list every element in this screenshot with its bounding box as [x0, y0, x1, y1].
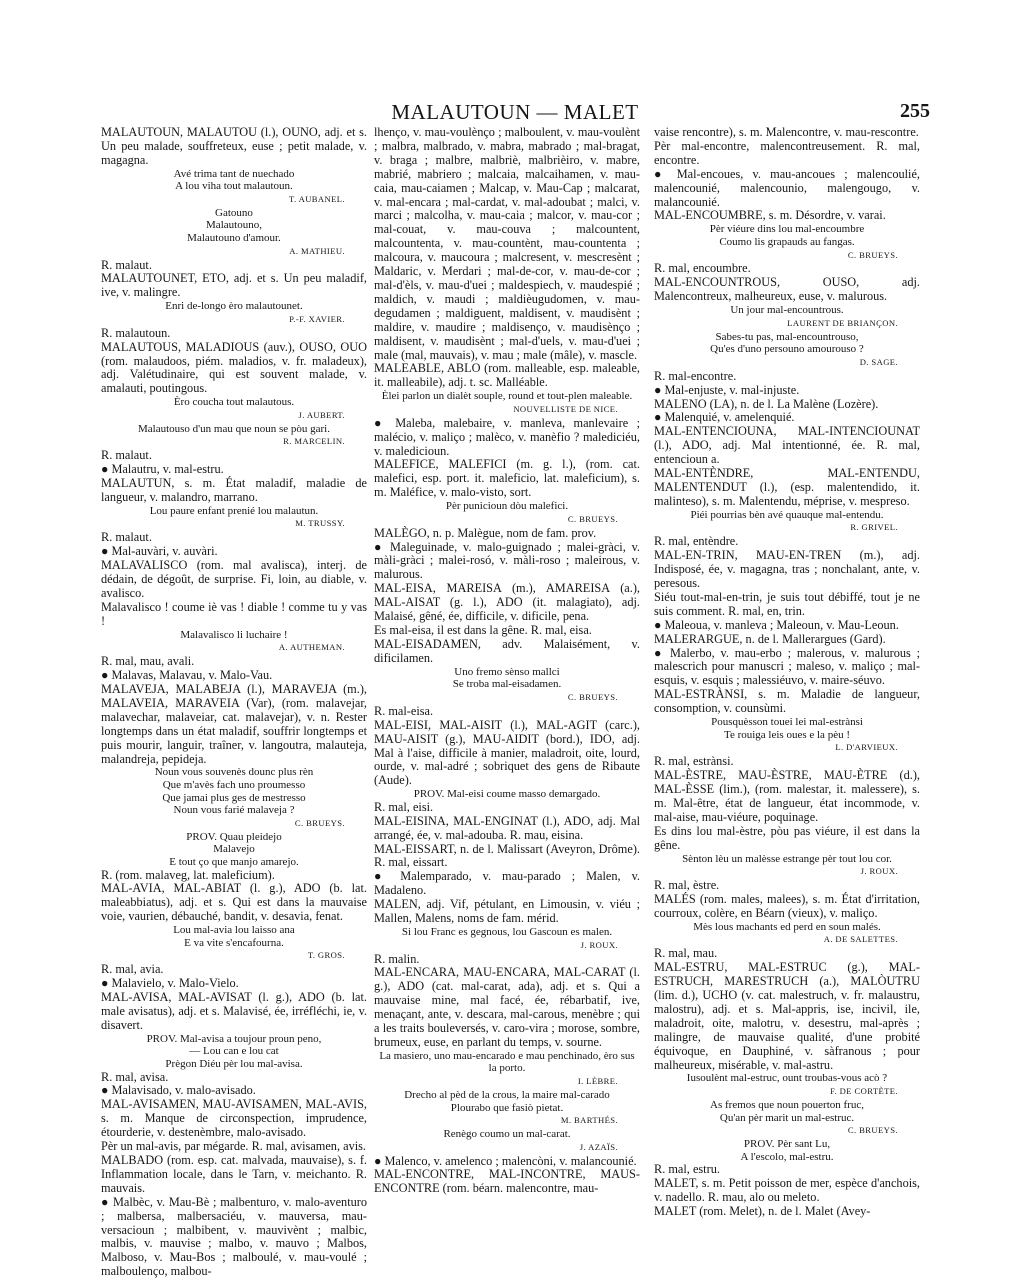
dictionary-entry: MALÈGO, n. p. Malègue, nom de fam. prov. — [374, 525, 597, 540]
citation-author: NOUVELLISTE DE NICE. — [513, 403, 618, 414]
quotation-line: Noun vous souvenès dounc plus rèn — [154, 766, 314, 779]
dictionary-entry: R. mal, estru. — [654, 1162, 720, 1177]
quotation-line: Iusoulènt mal-estruc, ount troubas-vous acò ? — [686, 1072, 888, 1085]
dictionary-entry: vaise rencontre), s. m. Malencontre, v. mau-rescontre. — [654, 125, 919, 139]
dictionary-entry: MAL-ENCARA, MAU-ENCARA, MAL-CARAT (l. g.), ADO (cat. mal-carat, ada), adj. et s. Qui a mauvaise mine, mal facé, ée, rébarbatif, ive, menaçant, ante, v. descara, mal-carous, menèbre ; qui a les traits bouleversés, v. caro-vira ; morose, sombre, brumeux, euse, en parlant du temps, v. sourne. — [374, 965, 640, 1049]
citation-author: F. DE CORTÈTE. — [830, 1086, 898, 1096]
dictionary-entry: MALERARGUE, n. de l. Mallerargues (Gard). — [654, 631, 886, 646]
dictionary-entry: MAL-ÈSTRE, MAU-ÈSTRE, MAU-ÈTRE (d.), MAL-ÈSSE (lim.), (rom. malestar, it. malessere), s. m. Mal-être, état de langueur, état incommode, v. mal-aise, mau-viéure, poquinage. — [654, 768, 920, 824]
dictionary-entry: R. mal, eisi. — [374, 799, 434, 814]
quotation-line: Renègo coumo un mal-carat. — [443, 1128, 571, 1141]
dictionary-entry: ● Malerbo, v. mau-erbo ; malerous, v. malurous ; malescrich pour manuscri ; maleso, v. maliço ; mal-esquis, v. esquis ; malessiéuvo, v. maire-séuvo. — [654, 645, 920, 688]
citation-author: A. DE SALETTES. — [823, 934, 898, 945]
citation-author: C. BRUEYS. — [294, 817, 345, 828]
dictionary-entry: MALEN, adj. Vif, pétulant, en Limousin, v. viéu ; Mallen, Malens, noms de fam. mérid. — [374, 897, 640, 926]
dictionary-entry: Pèr un mal-avis, par mégarde. R. mal, avisamen, avis. — [101, 1139, 366, 1154]
quotation-line: Qu'an pèr marit un mal-estruc. — [719, 1111, 855, 1124]
quotation-line: A lou viha tout malautoun. — [175, 180, 293, 193]
citation-author: T. AUBANEL. — [288, 193, 345, 204]
citation-author: R. GRIVEL. — [850, 522, 898, 533]
citation-author: P.-F. XAVIER. — [289, 313, 345, 324]
quotation-line: Que jamai plus ges de mestresso — [162, 791, 306, 804]
citation-author: M. BARTHÉS. — [560, 1115, 618, 1126]
dictionary-entry: R. mal, avia. — [101, 962, 164, 977]
quotation-line: E va vite s'encafourna. — [184, 936, 284, 949]
quotation-line: Pèr punicioun dòu malefici. — [445, 500, 569, 513]
dictionary-entry: ● Maleba, malebaire, v. manleva, manlevaire ; malécio, v. maliço ; malèco, v. manèfio ? malediciéu, v. maledicioun. — [374, 415, 640, 458]
dictionary-entry: Pèr mal-encontre, malencontreusement. R. mal, encontre. — [654, 138, 920, 167]
quotation-line: As fremos que noun pouerton fruc, — [710, 1098, 864, 1111]
quotation-line: La masiero, uno mau-encarado e mau penchinado, èro sus la porto. — [379, 1049, 635, 1075]
quotation-line: Noun vous farié malaveja ? — [173, 804, 295, 817]
dictionary-entry: Malavalisco ! coume iè vas ! diable ! comme tu y vas ! — [101, 599, 367, 628]
quotation-line: — Lou can e lou cat — [189, 1045, 279, 1058]
quotation-line: Piéi pourrias bèn avé quauque mal-entendu. — [690, 508, 884, 521]
quotation-line: Malautouso d'un mau que noun se pòu gari. — [137, 422, 330, 435]
dictionary-entry: MALET, s. m. Petit poisson de mer, espèce d'anchois, v. nadello. R. mau, alo ou meleto. — [654, 1176, 920, 1204]
quotation-line: Gatouno — [215, 206, 253, 219]
dictionary-entry: MALAUTUN, s. m. État maladif, maladie de langueur, v. malandro, marrano. — [101, 476, 367, 504]
citation-author: R. MARCELIN. — [283, 436, 345, 447]
running-title: MALAUTOUN — MALET — [391, 100, 639, 124]
page-number: 255 — [900, 100, 930, 122]
quotation-line: PROV. Mal-eisi coume masso demargado. — [413, 788, 601, 801]
dictionary-entry: MALEABLE, ABLO (rom. malleable, esp. maleable, it. malleabile), adj. t. sc. Malléable. — [374, 361, 640, 390]
citation-author: L. D'ARVIEUX. — [835, 742, 898, 753]
quotation-line: Malautouno, — [206, 219, 262, 232]
dictionary-entry: Es mal-eisa, il est dans la gêne. R. mal, eisa. — [374, 623, 592, 637]
dictionary-entry: R. mal-eisa. — [374, 703, 434, 718]
dictionary-entry: MALÉS (rom. males, malees), s. m. État d'irritation, courroux, colère, en Béarn (vieux), v. maliço. — [654, 891, 920, 920]
quotation-line: Pousquèsson touei lei mal-estrànsi — [711, 716, 863, 729]
dictionary-entry: R. mal, èstre. — [654, 878, 720, 893]
dictionary-entry: MALAUTOUN, MALAUTOU (l.), OUNO, adj. et s. Un peu malade, souffreteux, euse ; petit malade, v. magagna. — [101, 125, 367, 167]
quotation-line: Se troba mal-eisadamen. — [452, 678, 562, 691]
dictionary-entry: ● Maleguinade, v. malo-guignado ; malei-gràci, v. màli-gràci ; malei-rosó, v. màli-roso ; maleirous, v. malurous. — [374, 539, 640, 582]
quotation-line: Que m'avès fach uno proumesso — [162, 779, 306, 792]
citation-author: I. LÈBRE. — [577, 1076, 618, 1087]
citation-author: A. MATHIEU. — [289, 245, 345, 256]
dictionary-entry: MAL-ENCOUMBRE, s. m. Désordre, v. varai. — [654, 208, 886, 223]
dictionary-entry: ● Maleoua, v. manleva ; Maleoun, v. Mau-Leoun. — [654, 617, 899, 632]
dictionary-entry: Es dins lou mal-èstre, pòu pas viéure, il est dans la gêne. — [654, 823, 920, 852]
citation-author: J. AZAÏS. — [579, 1141, 618, 1152]
dictionary-entry: R. mal, encoumbre. — [654, 261, 751, 276]
dictionary-entry: R. malaut. — [101, 530, 152, 545]
citation-author: LAURENT DE BRIANÇON. — [787, 317, 898, 328]
dictionary-entry: MALAUTOUS, MALADIOUS (auv.), OUSO, OUO (rom. malaudoos, piém. maladios, v. fr. maladeux), adj. Valétudinaire, qui est souvent malade, v. amalauti, poutingous. — [101, 339, 367, 396]
dictionary-entry: MAL-EISA, MAREISA (m.), AMAREISA (a.), MAL-AISAT (g. l.), ADO (it. malagiato), adj. Malaisé, gêné, ée, difficile, v. dificile, pena. — [374, 581, 640, 624]
dictionary-entry: R. mal, entèndre. — [654, 534, 739, 549]
quotation-line: Prègon Diéu pèr lou mal-avisa. — [165, 1057, 303, 1070]
dictionary-entry: MAL-EISINA, MAL-ENGINAT (l.), ADO, adj. Mal arrangé, ée, v. mal-adouba. R. mau, eisina. — [374, 813, 640, 842]
dictionary-entry: ● Malbèc, v. Mau-Bè ; malbenturo, v. malo-aventuro ; malbersa, malbersaciéu, v. mauversa, mau-versacioun ; malbibent, v. mauvivènt ; malbic, malbis, v. mauvise ; malbo, v. mauvo ; Malbos, Malboso, v. Mau-Bos ; malboulé, v. mau-voulé ; malboulenço, malbou- — [101, 1194, 367, 1279]
dictionary-entry: R. (rom. malaveg, lat. maleficium). — [101, 867, 275, 882]
quotation-line: Un jour mal-encountrous. — [730, 304, 844, 317]
dictionary-entry: MAL-AVISAMEN, MAU-AVISAMEN, MAL-AVIS, s. m. Manque de circonspection, imprudence, étourderie, v. destenèmbre, malo-avisado. — [101, 1097, 367, 1140]
dictionary-entry: MALAVEJA, MALABEJA (l.), MARAVEJA (m.), MALAVEIA, MARAVEIA (Var), (rom. malavejar, malavechar, malaveiar, cat. malavejar), v. n. Rester longtemps dans un état maladif, souffrir longtemps et puis mourir, languir, traîner, v. langoutra, malauteja, malandreja, pepideja. — [101, 682, 367, 766]
column-middle — [374, 126, 640, 1266]
dictionary-entry: R. mal, estrànsi. — [654, 754, 734, 769]
dictionary-entry: MALET (rom. Melet), n. de l. Malet (Avey- — [654, 1203, 871, 1218]
citation-author: D. SAGE. — [859, 356, 898, 367]
citation-author: C. BRUEYS. — [847, 1125, 898, 1136]
citation-author: C. BRUEYS. — [847, 249, 898, 260]
quotation-line: PROV. Pèr sant Lu, — [743, 1138, 831, 1150]
dictionary-entry: lhenço, v. mau-voulènço ; malboulent, v. mau-voulènt ; malbra, malbrado, v. mabra, mabrado ; mal-bragat, v. braga ; malbre, malbriè, malbrièiro, v. mabre, mabrié, mabriero ; malcaia, malcaihamen, v. mau-caia, mau-caiamen ; Malcap, v. Mau-Cap ; malcarat, v. mal-encara ; mal-cardat, v. mal-adoubat ; malci, v. marci ; malcolha, v. mau-caia ; malcor, v. mau-cor ; mal-couat, v. mau-couva ; malcountent, malcountenta, v. mau-countènt, mau-countenta ; malcoura, v. maucoura ; malcresent, v. mescresènt ; Maldaric, v. Merdari ; mal-de-cor, v. mau-de-cor ; mal-d'èls, v. mau-d'uei ; maldespiech, v. maudespié ; maldich, v. maudi ; maldièugudomen, v. mau-degudamen ; maldiguent, maldisent, v. maudisènt ; maldire, v. maudire ; maldisenço, v. maudisènço ; maldisent, v. maudisènt ; mal-d'uels, v. mau-d'uei ; male (mal, mauvais), v. mau ; male (mâle), v. mascle. — [374, 125, 640, 362]
dictionary-entry: R. malautoun. — [101, 325, 171, 340]
quotation-line: Plourabo que fasiò pietat. — [450, 1101, 564, 1114]
page-header — [100, 100, 930, 124]
quotation-line: Te rouiga leis oues e la pèu ! — [724, 728, 850, 741]
quotation-line: Qu'es d'uno persouno amourouso ? — [710, 343, 864, 356]
dictionary-entry: MAL-ESTRÀNSI, s. m. Maladie de langueur, consomption, v. counsùmi. — [654, 687, 920, 716]
quotation-line: Sènton lèu un malèsse estrange pèr tout lou cor. — [682, 852, 892, 865]
dictionary-entry: ● Malenquié, v. amelenquié. — [654, 410, 795, 425]
dictionary-entry: ● Malavisado, v. malo-avisado. — [101, 1083, 256, 1098]
dictionary-entry: Siéu tout-mal-en-trin, je suis tout débiffé, tout je ne suis comment. R. mal, en, trin. — [654, 589, 920, 618]
dictionary-entry: R. mal, avisa. — [101, 1069, 169, 1084]
citation-author: T. GROS. — [307, 950, 345, 961]
quotation-line: Lou mal-avia lou laisso ana — [173, 924, 295, 937]
dictionary-entry: ● Malenco, v. amelenco ; malencòni, v. malancounié. — [374, 1153, 637, 1168]
citation-author: A. AUTHEMAN. — [278, 642, 345, 653]
quotation-line: Èro coucha tout malautous. — [173, 396, 295, 409]
quotation-line: Pèr viéure dins lou mal-encoumbre — [709, 223, 865, 236]
quotation-line: E tout ço que manjo amarejo. — [169, 855, 299, 868]
quotation-line: Uno fremo sènso mallci — [454, 665, 560, 678]
quotation-line: Malavalisco li luchaire ! — [180, 628, 288, 641]
dictionary-entry: MAL-AVIA, MAL-ABIAT (l. g.), ADO (b. lat. maleabbiatus), adj. et s. Qui est dans la mauvaise voie, vaurien, débauché, bandit, v. desavia, fenat. — [101, 881, 367, 924]
dictionary-entry: ● Malautru, v. mal-estru. — [101, 462, 224, 477]
dictionary-entry: R. mal-encontre. — [654, 368, 737, 383]
quotation-line: Lou paure enfant prenié lou malautun. — [149, 504, 319, 517]
quotation-line: Avé trima tant de nuechado — [173, 167, 295, 180]
dictionary-entry: R. malin. — [374, 951, 420, 966]
quotation-line: Sabes-tu pas, mal-encountrouso, — [715, 330, 859, 343]
dictionary-entry: MALEFICE, MALEFICI (m. g. l.), (rom. cat. malefici, esp. port. it. maleficio, lat. maleficium), s. m. Maléfice, v. malo-visto, sort. — [374, 457, 640, 500]
quotation-line: Èlei parlon un dialèt souple, round et tout-plen maleable. — [381, 390, 633, 403]
dictionary-entry: MALAVALISCO (rom. mal avalisca), interj. de dédain, de dégoût, de surprise. Fi, loin, au diable, v. avalisco. — [101, 558, 367, 600]
citation-author: M. TRUSSY. — [295, 518, 345, 529]
dictionary-entry: ● Mal-enjuste, v. mal-injuste. — [654, 382, 800, 397]
dictionary-entry: MAL-ENCONTRE, MAL-INCONTRE, MAUS-ENCONTRE (rom. béarn. malencontre, mau- — [374, 1167, 640, 1196]
dictionary-entry: MAL-ESTRU, MAL-ESTRUC (g.), MAL-ESTRUCH, MARESTRUCH (a.), MALÒUTRU (lim. d.), UCHO (v. cat. malestruch, v. fr. malaustru, malostru), adj. et s. Mal-appris, ise, incivil, ile, maladroit, oite, malotru, v. desestru, mal-après ; malingre, de mauvaise qualité, d'une probité équivoque, en Dauphiné, v. sàfranous ; pour malheureux, misérable, v. mal-astru. — [654, 960, 920, 1072]
quotation-line: A l'escolo, mal-estru. — [740, 1150, 834, 1163]
dictionary-entry: MALAUTOUNET, ETO, adj. et s. Un peu maladif, ive, v. malingre. — [101, 271, 367, 300]
quotation-line: Mès lous machants ed perd en soun malés. — [693, 920, 881, 933]
citation-author: J. ROUX. — [860, 866, 898, 877]
dictionary-entry: MAL-AVISA, MAL-AVISAT (l. g.), ADO (b. lat. male avisatus), adj. et s. Malavisé, ée, irréfléchi, ie, v. disavert. — [101, 990, 367, 1032]
dictionary-entry: ● Mal-auvàri, v. auvàri. — [101, 544, 218, 559]
dictionary-entry: R. mal, mau. — [654, 946, 718, 961]
quotation-line: Malavejo — [213, 843, 255, 856]
dictionary-entry: MALENO (LA), n. de l. La Malène (Lozère). — [654, 396, 879, 411]
quotation-line: Malautouno d'amour. — [187, 232, 281, 244]
dictionary-entry: ● Mal-encoues, v. mau-ancoues ; malencoulié, malencounié, malencounio, malengougo, v. malancounié. — [654, 166, 920, 209]
quotation-line: Coumo lis grapauds au fangas. — [719, 235, 855, 248]
dictionary-entry: MAL-EISI, MAL-AISIT (l.), MAL-AGIT (carc.), MAU-AISIT (g.), MAU-AIDIT (bord.), IDO, adj. Mal à l'aise, difficile à manier, maladroit, oite, lourd, ourde, v. mal-adré ; sobriquet des gens de Ribaute (Aude). — [374, 717, 640, 788]
dictionary-entry: MAL-EISADAMEN, adv. Malaisément, v. dificilamen. — [374, 636, 640, 665]
quotation-line: PROV. Quau pleidejo — [186, 830, 282, 843]
dictionary-entry: R. mal, mau, avali. — [101, 654, 195, 669]
dictionary-entry: ● Malavielo, v. Malo-Vielo. — [101, 976, 239, 991]
citation-author: J. AUBERT. — [298, 409, 345, 420]
dictionary-entry: MAL-ENCOUNTROUS, OUSO, adj. Malencontreux, malheureux, euse, v. malurous. — [654, 275, 920, 304]
dictionary-entry: MALBADO (rom. esp. cat. malvada, mauvaise), s. f. Inflammation locale, dans le Tarn, v. meichanto. R. mauvais. — [101, 1153, 367, 1195]
quotation-line: PROV. Mal-avisa a toujour proun peno, — [146, 1032, 322, 1045]
dictionary-entry: MAL-EISSART, n. de l. Malissart (Aveyron, Drôme). R. mal, eissart. — [374, 841, 640, 870]
dictionary-entry: MAL-ENTÈNDRE, MAL-ENTENDU, MALENTENDUT (l.), (esp. malentendido, it. malinteso), s. m. Malentendu, méprise, v. mespreso. — [654, 466, 920, 508]
column-right — [654, 126, 920, 1266]
dictionary-entry: ● Malavas, Malavau, v. Malo-Vau. — [101, 668, 273, 683]
dictionary-entry: MAL-ENTENCIOUNA, MAL-INTENCIOUNAT (l.), ADO, adj. Mal intentionné, ée. R. mal, entencioun a. — [654, 424, 920, 467]
column-left — [101, 125, 367, 1279]
dictionary-entry: R. malaut. — [101, 257, 152, 272]
dictionary-entry: R. malaut. — [101, 448, 152, 463]
citation-author: J. ROUX. — [580, 939, 618, 950]
citation-author: C. BRUEYS. — [567, 513, 618, 524]
quotation-line: Enri de-longo èro malautounet. — [165, 300, 303, 313]
quotation-line: Si lou Franc es gegnous, lou Gascoun es malen. — [401, 926, 613, 938]
citation-author: C. BRUEYS. — [567, 691, 618, 702]
dictionary-entry: ● Malemparado, v. mau-parado ; Malen, v. Madaleno. — [374, 869, 640, 898]
quotation-line: Drecho al pèd de la crous, la maire mal-carado — [404, 1088, 610, 1101]
dictionary-entry: MAL-EN-TRIN, MAU-EN-TREN (m.), adj. Indisposé, ée, v. magagna, tras ; nonchalant, ante, v. peresous. — [654, 548, 920, 591]
